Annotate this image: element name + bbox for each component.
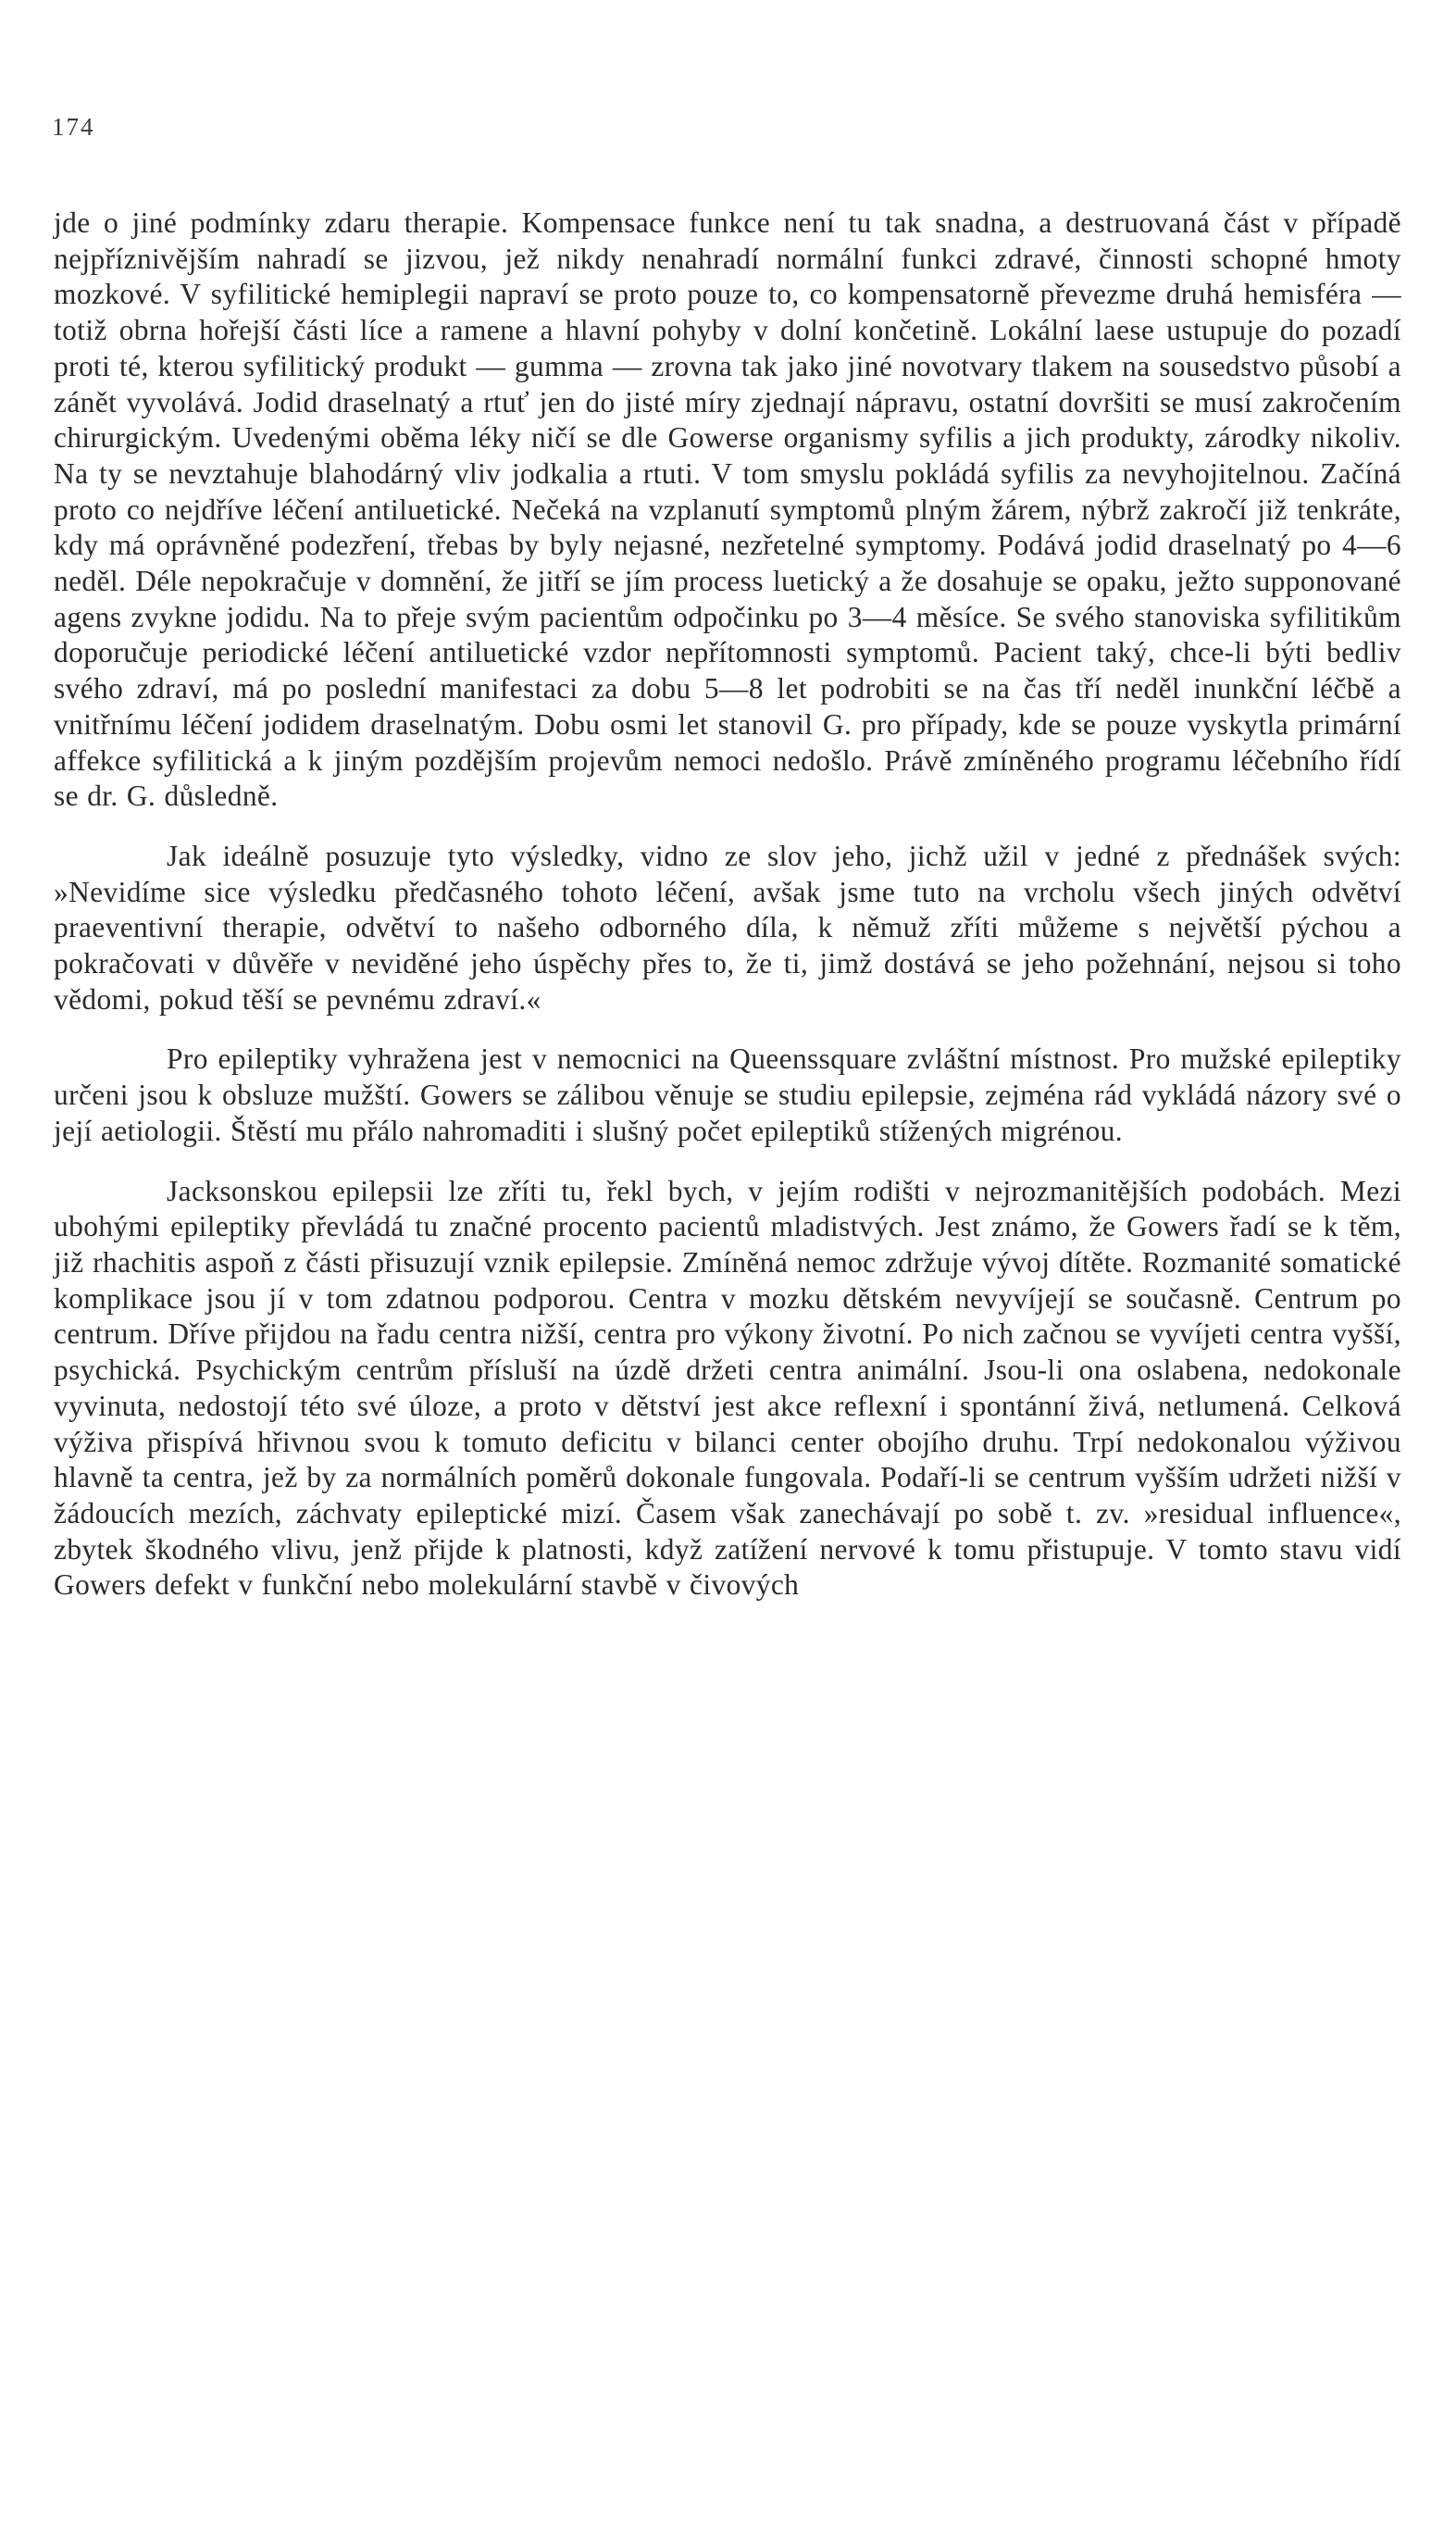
paragraph-epileptics-room: Pro epileptiky vyhražena jest v nemocnici na Queenssquare zvláštní místnost. Pro mužské epileptiky určeni jsou k obsluze mužští. Gowers se zálibou věnuje se studiu epilepsie, zejména rád vykládá názory své o její aetiologii. Štěstí mu přálo nahromaditi i slušný počet epileptiků stížených migrénou. (54, 1042, 1401, 1147)
body-text (54, 206, 1401, 1604)
paragraph-syphilis-therapy: jde o jiné podmínky zdaru therapie. Kompensace funkce není tu tak snadna, a destruovaná část v případě nejpříznivějším nahradí se jizvou, jež nikdy nenahradí normální funkci zdravé, činnosti schopné hmoty mozkové. V syfilitické hemiplegii napraví se proto pouze to, co kompensatorně převezme druhá hemisféra — totiž obrna hořejší části líce a ramene a hlavní pohyby v dolní končetině. Lokální laese ustupuje do pozadí proti té, kterou syfilitický produkt — gumma — zrovna tak jako jiné novotvary tlakem na sousedstvo působí a zánět vyvolává. Jodid draselnatý a rtuť jen do jisté míry zjednají nápravu, ostatní dovršiti se musí zakročením chirurgickým. Uvedenými oběma léky ničí se dle Gowerse organismy syfilis a jich produkty, zárodky nikoliv. Na ty se nevztahuje blahodárný vliv jodkalia a rtuti. V tom smyslu pokládá syfilis za nevyhojitelnou. Začíná proto co nejdříve léčení antiluetické. Nečeká na vzplanutí symptomů plným žárem, nýbrž zakročí již tenkráte, kdy má oprávněné podezření, třebas by byly nejasné, nezřetelné symptomy. Podává jodid draselnatý po 4—6 neděl. Déle nepokračuje v domnění, že jitří se jím process luetický a že dosahuje se opaku, ježto supponované agens zvykne jodidu. Na to přeje svým pacientům odpočinku po 3—4 měsíce. Se svého stanoviska syfilitikům doporučuje periodické léčení antiluetické vzdor nepřítomnosti symptomů. Pacient taký, chce-li býti bedliv svého zdraví, má po poslední manifestaci za dobu 5—8 let podrobiti se na čas tří neděl inunkční léčbě a vnitřnímu léčení jodidem draselnatým. Dobu osmi let stanovil G. pro případy, kde se pouze vyskytla primární affekce syfilitická a k jiným pozdějším projevům nemoci nedošlo. Právě zmíněného programu léčebního řídí se dr. G. důsledně. (54, 206, 1401, 813)
page-number: 174 (52, 113, 95, 141)
paragraph-jacksonian-epilepsy: Jacksonskou epilepsii lze zříti tu, řekl bych, v jejím rodišti v nejrozmanitějších podobách. Mezi ubohými epileptiky převládá tu značné procento pacientů mladistvých. Jest známo, že Gowers řadí se k těm, již rhachitis aspoň z části přisuzují vznik epilepsie. Zmíněná nemoc zdržuje vývoj dítěte. Rozmanité somatické komplikace jsou jí v tom zdatnou podporou. Centra v mozku dětském nevyvíjejí se současně. Centrum po centrum. Dříve přijdou na řadu centra nižší, centra pro výkony životní. Po nich začnou se vyvíjeti centra vyšší, psychická. Psychickým centrům přísluší na úzdě držeti centra animální. Jsou-li ona oslabena, nedokonale vyvinuta, nedostojí této své úloze, a proto v dětství jest akce reflexní i spontánní živá, netlumená. Celková výživa přispívá hřivnou svou k tomuto deficitu v bilanci center obojího druhu. Trpí nedokonalou výživou hlavně ta centra, jež by za normálních poměrů dokonale fungovala. Podaří-li se centrum vyšším udržeti nižší v žádoucích mezích, záchvaty epileptické mizí. Časem však zanechávají po sobě t. zv. »residual influence«, zbytek škodného vlivu, jenž přijde k platnosti, když zatížení nervové k tomu přistupuje. V tomto stavu vidí Gowers defekt v funkční nebo molekulární stavbě v čivových (54, 1174, 1401, 1602)
paragraph-gowers-quote: Jak ideálně posuzuje tyto výsledky, vidno ze slov jeho, jichž užil v jedné z přednášek svých: »Nevidíme sice výsledku předčasného tohoto léčení, avšak jsme tuto na vrcholu všech jiných odvětví praeventivní therapie, odvětví to našeho odborného díla, k němuž zříti můžeme s největší pýchou a pokračovati v důvěře v neviděné jeho úspěchy přes to, že ti, jimž dostává se jeho požehnání, nejsou si toho vědomi, pokud těší se pevnému zdraví.« (54, 839, 1401, 1016)
